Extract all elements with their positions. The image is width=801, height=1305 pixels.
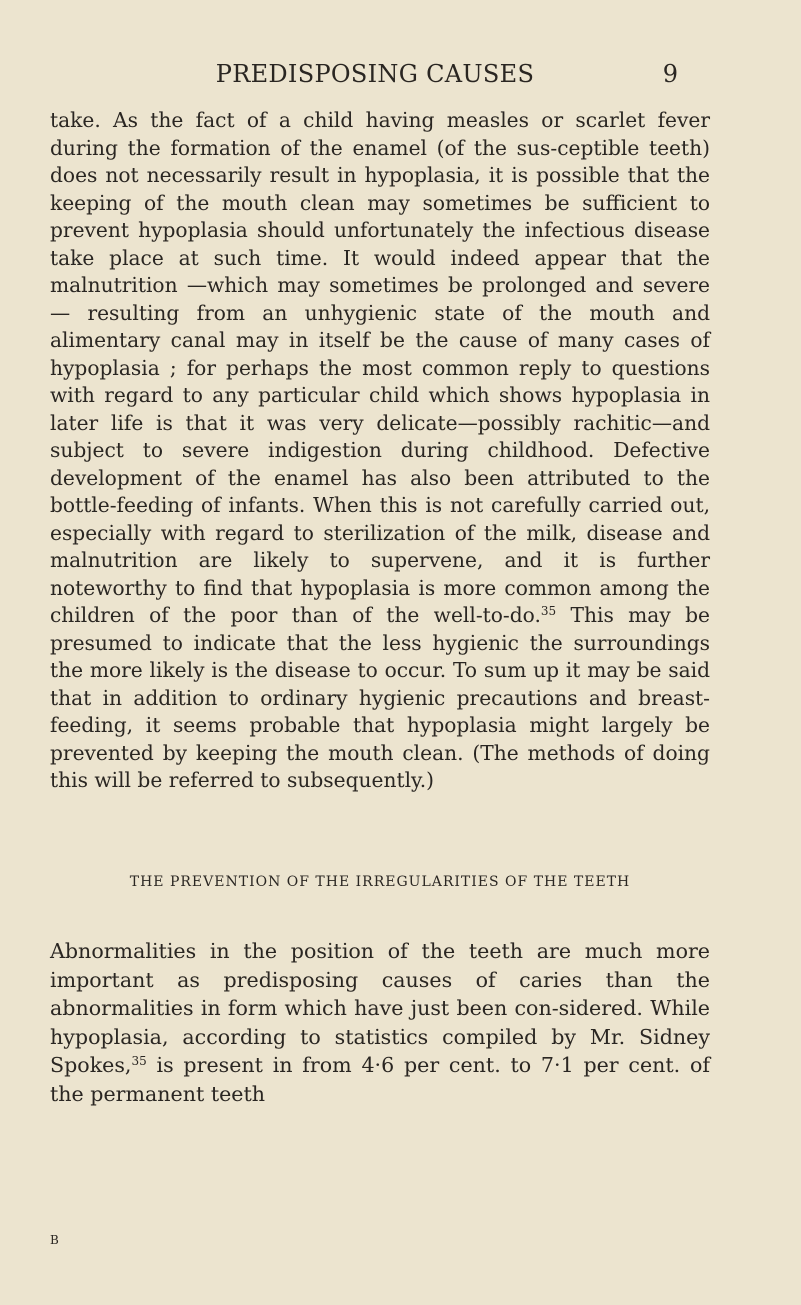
- body-paragraph: [50, 107, 710, 795]
- section-heading: THE PREVENTION OF THE IRREGULARITIES OF THE TEETH: [129, 874, 631, 890]
- section-paragraph: [50, 937, 710, 1108]
- running-head: [50, 58, 700, 90]
- footnote-reference: 35: [540, 604, 557, 618]
- running-title: PREDISPOSING CAUSES: [215, 60, 535, 88]
- page-number: 9: [662, 60, 678, 88]
- section-text-part-1: Abnormalities in the position of the teeth are much more important as predisposing causes of caries than the abnormalities in form which have just been con-sidered. While hypoplasia, according to statistics compiled by Mr. Sidney Spokes,: [50, 939, 710, 1077]
- footnote-reference: 35: [131, 1054, 147, 1068]
- section-text-part-2: is present in from 4·6 per cent. to 7·1 per cent. of the permanent teeth: [50, 1053, 710, 1106]
- body-text-part-2: This may be presumed to indicate that the less hygienic the surroundings the more likely is the disease to occur. To sum up it may be said that in addition to ordinary hygienic precautions and breast-feeding, it seems probable that hypoplasia might largely be prevented by keeping the mouth clean. (The methods of doing this will be referred to subsequently.): [50, 603, 710, 792]
- body-text-part-1: take. As the fact of a child having measles or scarlet fever during the formation of the enamel (of the sus-ceptible teeth) does not necessarily result in hypoplasia, it is possible that the keeping of the mouth clean may sometimes be sufficient to prevent hypoplasia should unfortunately the infectious disease take place at such time. It would indeed appear that the malnutrition —which may sometimes be prolonged and severe— resulting from an unhygienic state of the mouth and alimentary canal may in itself be the cause of many cases of hypoplasia ; for perhaps the most common reply to questions with regard to any particular child which shows hypoplasia in later life is that it was very delicate—possibly rachitic—and subject to severe indigestion during childhood. Defective development of the enamel has also been attributed to the bottle-feeding of infants. When this is not carefully carried out, especially with regard to sterilization of the milk, disease and malnutrition are likely to supervene, and it is further noteworthy to find that hypoplasia is more common among the children of the poor than of the well-to-do.: [50, 108, 710, 627]
- signature-mark: B: [50, 1233, 59, 1247]
